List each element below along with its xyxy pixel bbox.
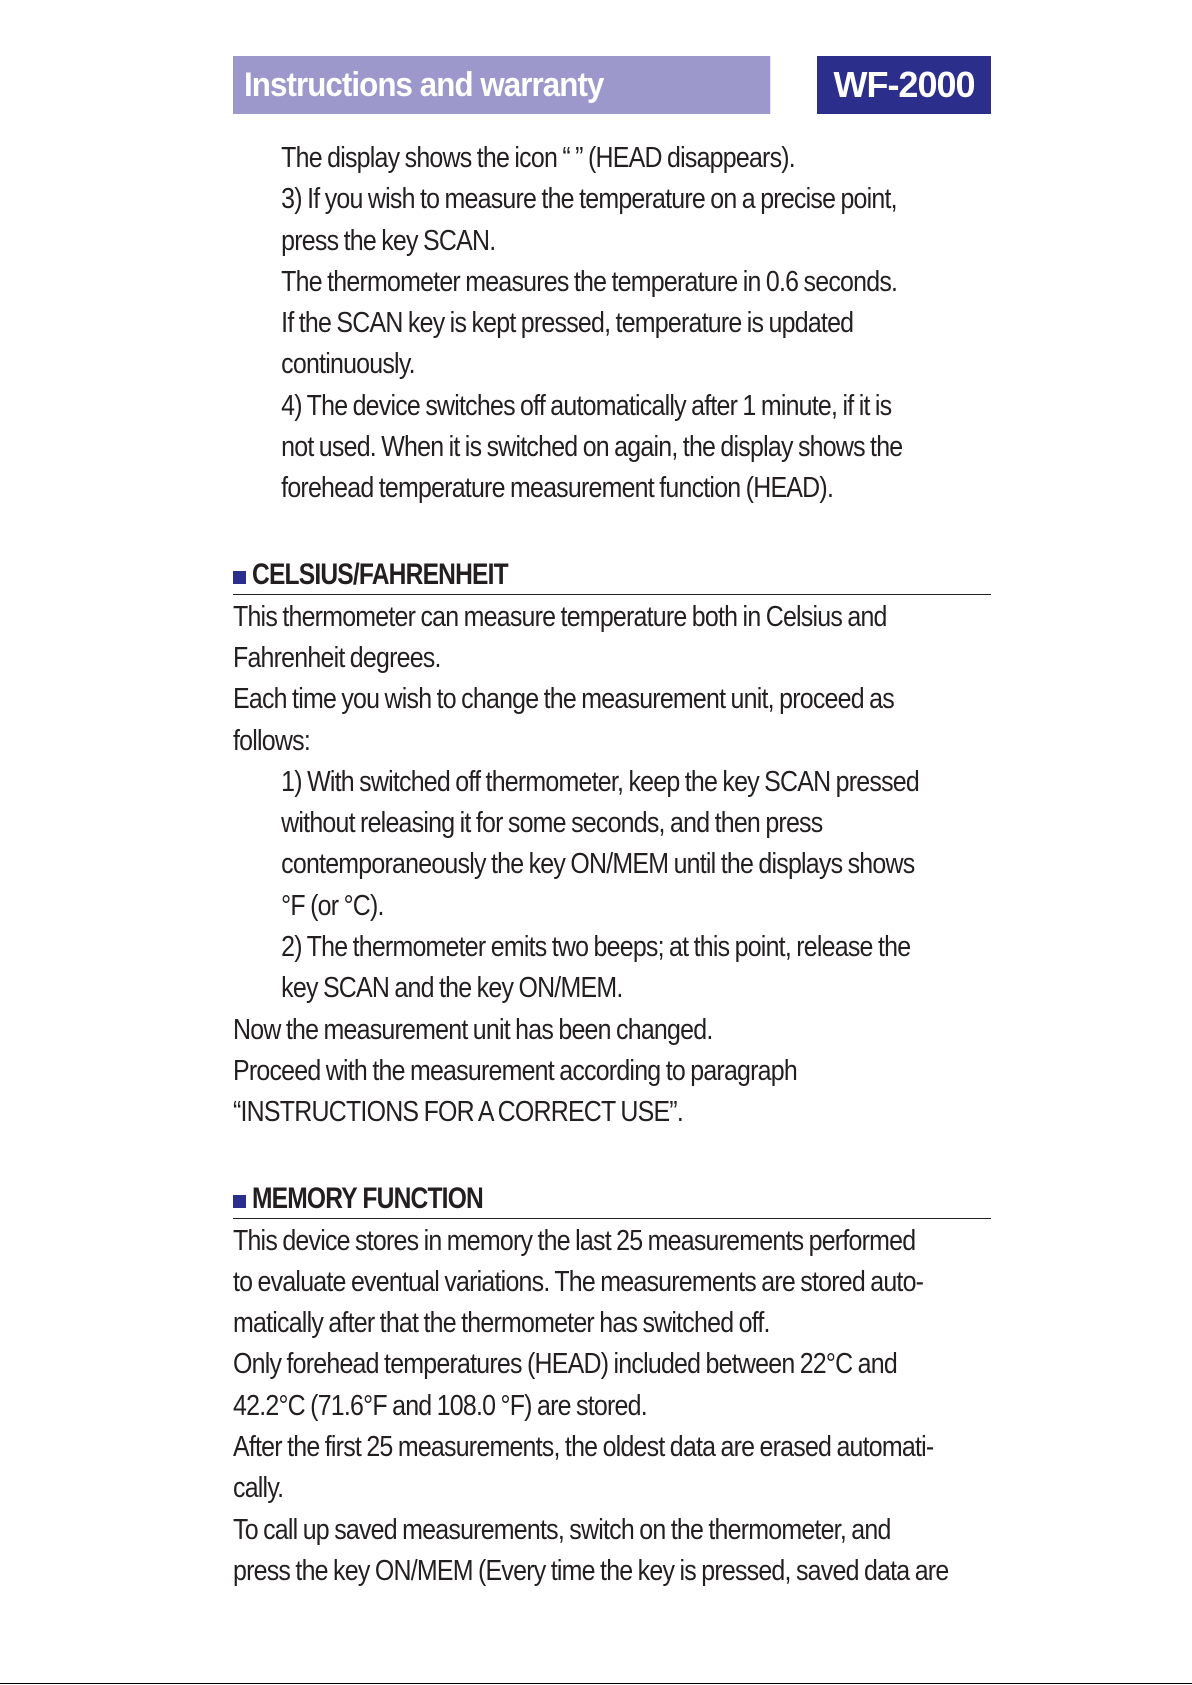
text-line: without releasing it for some seconds, and then press	[281, 807, 823, 840]
text-line: After the first 25 measurements, the oldest data are erased automati-	[233, 1431, 934, 1464]
text-line: Fahrenheit degrees.	[233, 641, 441, 674]
header-title: Instructions and warranty	[233, 56, 770, 114]
text-line: If the SCAN key is kept pressed, temperature is updated	[281, 307, 854, 340]
text-line: press the key ON/MEM (Every time the key is pressed, saved data are	[233, 1554, 949, 1587]
text-line: 2) The thermometer emits two beeps; at this point, release the	[281, 931, 911, 964]
text-line: matically after that the thermometer has switched off.	[233, 1307, 770, 1340]
text-line: This device stores in memory the last 25 measurements performed	[233, 1224, 916, 1257]
page-content	[233, 138, 991, 1592]
text-line: 1) With switched off thermometer, keep the key SCAN pressed	[281, 765, 919, 798]
section-heading-memory	[233, 1178, 991, 1219]
bullet-square-icon	[233, 1195, 246, 1208]
text-line: Proceed with the measurement according to paragraph	[233, 1054, 797, 1087]
text-line: cally.	[233, 1472, 284, 1505]
text-line: follows:	[233, 724, 310, 757]
text-line: forehead temperature measurement function (HEAD).	[281, 472, 834, 505]
text-line: Each time you wish to change the measurement unit, proceed as	[233, 683, 894, 716]
header-model: WF-2000	[817, 56, 991, 114]
text-line: Only forehead temperatures (HEAD) included between 22°C and	[233, 1348, 897, 1381]
text-line: The thermometer measures the temperature in 0.6 seconds.	[281, 265, 898, 298]
text-line: To call up saved measurements, switch on the thermometer, and	[233, 1513, 891, 1546]
text-line: “INSTRUCTIONS FOR A CORRECT USE”.	[233, 1096, 683, 1129]
text-line: to evaluate eventual variations. The measurements are stored auto-	[233, 1265, 924, 1298]
section-body-memory	[233, 1221, 991, 1593]
text-line: This thermometer can measure temperature both in Celsius and	[233, 600, 887, 633]
section-heading-celsius	[233, 554, 991, 595]
section-title: CELSIUS/FAHRENHEIT	[252, 557, 508, 591]
text-line: contemporaneously the key ON/MEM until the displays shows	[281, 848, 915, 881]
text-line: Now the measurement unit has been changed.	[233, 1013, 713, 1046]
text-line: 3) If you wish to measure the temperature on a precise point,	[281, 183, 897, 216]
section-title: MEMORY FUNCTION	[252, 1181, 483, 1215]
page-bottom-rule	[0, 1683, 1192, 1684]
text-line: °F (or °C).	[281, 889, 384, 922]
text-line: 42.2°C (71.6°F and 108.0 °F) are stored.	[233, 1389, 647, 1422]
text-line: not used. When it is switched on again, the display shows the	[281, 431, 903, 464]
text-line: key SCAN and the key ON/MEM.	[281, 972, 623, 1005]
bullet-square-icon	[233, 571, 246, 584]
text-line: press the key SCAN.	[281, 224, 496, 257]
text-line: continuously.	[281, 348, 415, 381]
text-line: 4) The device switches off automatically after 1 minute, if it is	[281, 389, 892, 422]
page-header	[233, 56, 991, 114]
text-line: The display shows the icon “ ” (HEAD disappears).	[281, 142, 795, 174]
intro-block	[233, 138, 991, 510]
section-body-celsius	[233, 597, 991, 1134]
